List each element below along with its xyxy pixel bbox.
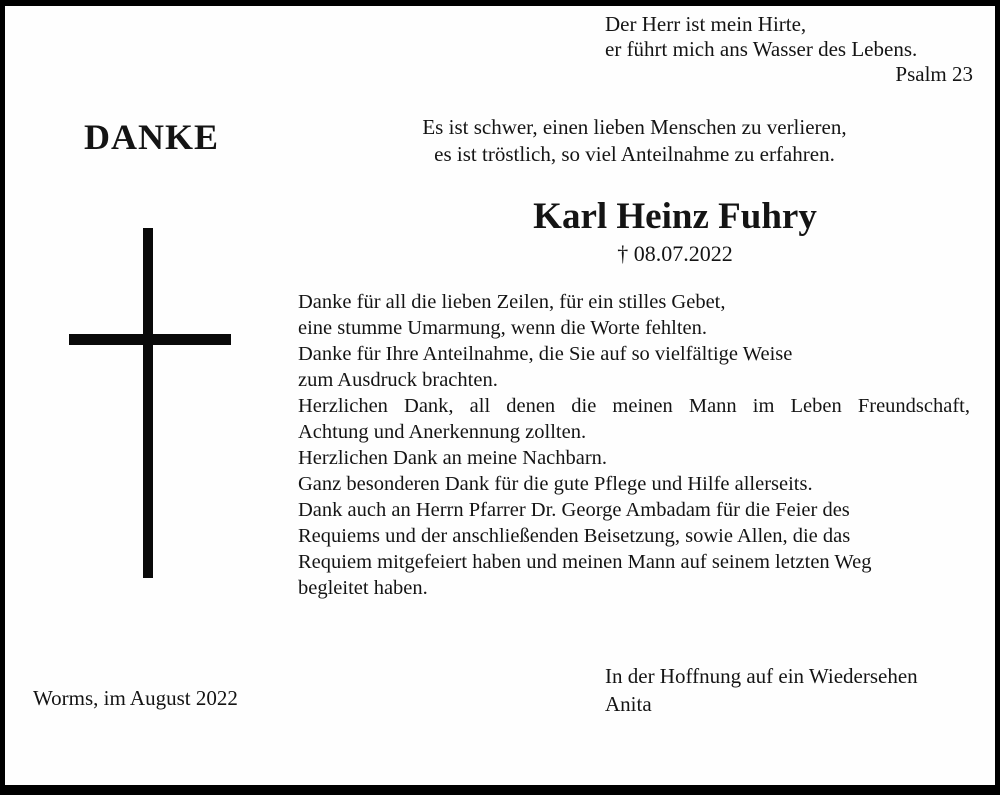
- psalm-attribution: Psalm 23: [895, 62, 973, 86]
- frame-border-right: [995, 0, 1000, 795]
- closing-line: In der Hoffnung auf ein Wiedersehen: [605, 664, 918, 688]
- body-line: begleitet haben.: [298, 577, 428, 599]
- cross-vertical-bar: [143, 228, 153, 578]
- latin-cross-icon: [69, 228, 231, 578]
- deceased-name: Karl Heinz Fuhry: [533, 196, 817, 237]
- frame-border-bottom: [0, 785, 1000, 795]
- thank-you-text: [298, 289, 970, 601]
- psalm-line-2: er führt mich ans Wasser des Lebens.: [605, 37, 918, 61]
- closing-block: [605, 662, 965, 718]
- danke-heading: DANKE: [84, 117, 220, 157]
- intro-line-2: es ist tröstlich, so viel Anteilnahme zu erfahren.: [434, 142, 835, 166]
- body-line: Herzlichen Dank, all denen die meinen Mann im Leben Freundschaft,: [298, 395, 970, 417]
- body-line: Danke für Ihre Anteilnahme, die Sie auf so vielfältige Weise: [298, 343, 793, 365]
- body-line: Herzlichen Dank an meine Nachbarn.: [298, 447, 608, 469]
- frame-border-left: [0, 0, 5, 795]
- body-line: Dank auch an Herrn Pfarrer Dr. George Ambadam für die Feier des: [298, 499, 850, 521]
- body-line: zum Ausdruck brachten.: [298, 369, 498, 391]
- place-and-date: Worms, im August 2022: [33, 686, 238, 710]
- intro-verse: [372, 114, 897, 168]
- frame-border-top: [0, 0, 1000, 6]
- body-line: Requiems und der anschließenden Beisetzung, sowie Allen, die das: [298, 525, 851, 547]
- psalm-quote: [605, 12, 973, 87]
- psalm-line-1: Der Herr ist mein Hirte,: [605, 12, 807, 36]
- body-line: Achtung und Anerkennung zollten.: [298, 421, 587, 443]
- death-date: † 08.07.2022: [617, 241, 733, 266]
- intro-line-1: Es ist schwer, einen lieben Menschen zu verlieren,: [422, 115, 847, 139]
- deceased-block: [450, 196, 900, 266]
- signature: Anita: [605, 692, 652, 716]
- body-line: Danke für all die lieben Zeilen, für ein stilles Gebet,: [298, 291, 726, 313]
- cross-horizontal-bar: [69, 334, 231, 345]
- body-line: Requiem mitgefeiert haben und meinen Mann auf seinem letzten Weg: [298, 551, 872, 573]
- body-line: Ganz besonderen Dank für die gute Pflege und Hilfe allerseits.: [298, 473, 813, 495]
- body-line: eine stumme Umarmung, wenn die Worte fehlten.: [298, 317, 707, 339]
